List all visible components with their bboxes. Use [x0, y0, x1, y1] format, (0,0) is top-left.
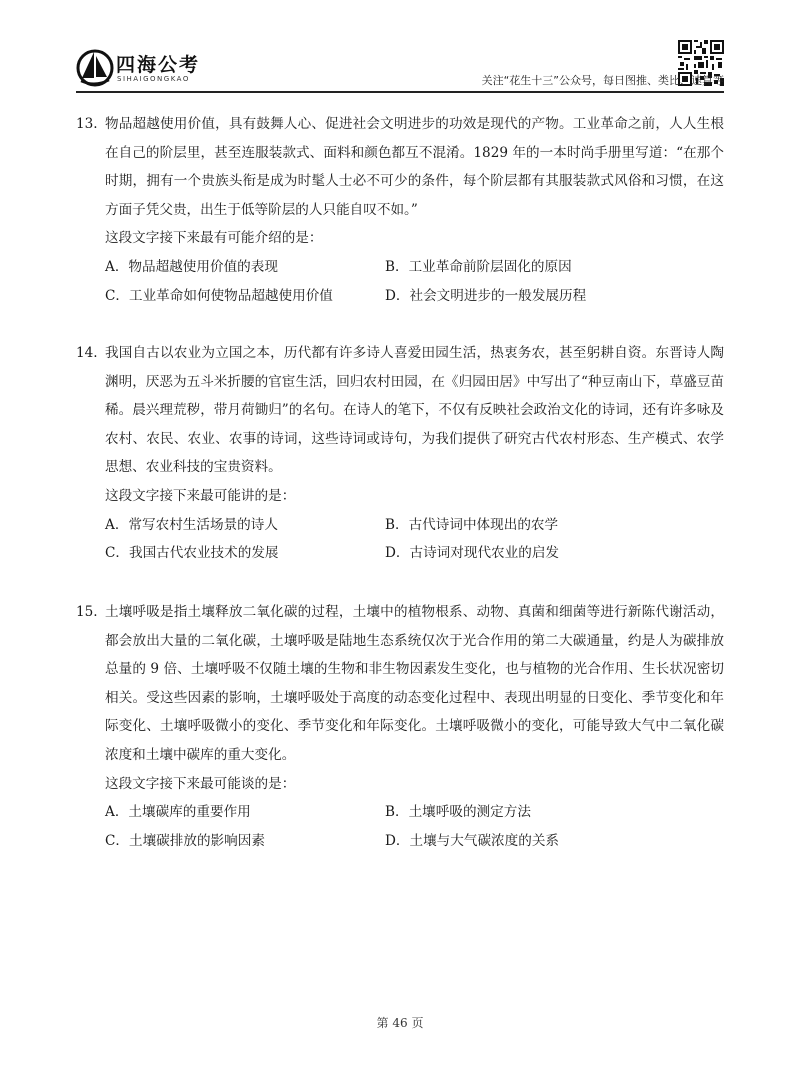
question-stem [76, 110, 724, 224]
option-b[interactable]: B．土壤呼吸的测定方法 [385, 804, 531, 821]
question-stem [76, 339, 724, 482]
question-text: 我国自古以农业为立国之本，历代都有许多诗人喜爱田园生活，热衷务农，甚至躬耕自资。东晋诗人陶渊明，厌恶为五斗米折腰的官宦生活，回归农村田园，在《归园田居》中写出了“种豆南山下，草盛豆苗稀。晨兴理荒秽，带月荷锄归”的名句。在诗人的笔下，不仅有反映社会政治文化的诗词，还有许多咏及农村、农民、农业、农事的诗词，这些诗词或诗句，为我们提供了研究古代农村形态、生产模式、农学思想、农业科技的宝贵资料。 [105, 345, 724, 476]
option-c[interactable]: C．土壤碳排放的影响因素 [105, 832, 265, 849]
answer-options [76, 253, 724, 310]
header-divider [76, 91, 724, 93]
option-d[interactable]: D．社会文明进步的一般发展历程 [385, 287, 587, 304]
option-b[interactable]: B．工业革命前阶层固化的原因 [385, 258, 572, 275]
question-prompt: 这段文字接下来最可能讲的是： [105, 487, 296, 504]
brand-logo [76, 46, 236, 94]
question-15 [76, 598, 724, 855]
question-prompt: 这段文字接下来最可能谈的是： [105, 775, 296, 792]
question-number: 13. [76, 116, 98, 132]
answer-options [76, 798, 724, 855]
question-number: 15. [76, 604, 98, 620]
option-b[interactable]: B．古代诗词中体现出的农学 [385, 516, 559, 533]
brand-name: 四海公考 [116, 54, 201, 76]
question-text: 物品超越使用价值，具有鼓舞人心、促进社会文明进步的功效是现代的产物。工业革命之前，人人生根在自己的阶层里，甚至连服装款式、面料和颜色都互不混淆。1829 年的一本时尚手册里写道：“在那个时期，拥有一个贵族头衔是成为时髦人士必不可少的条件，每个阶层都有其服装款式风俗和习惯，在这方面子凭父贵，出生于低等阶层的人只能自叹不如。” [105, 116, 724, 218]
option-c[interactable]: C．工业革命如何使物品超越使用价值 [105, 287, 333, 304]
question-number: 14. [76, 345, 98, 361]
question-text: 土壤呼吸是指土壤释放二氧化碳的过程，土壤中的植物根系、动物、真菌和细菌等进行新陈代谢活动，都会放出大量的二氧化碳，土壤呼吸是陆地生态系统仅次于光合作用的第二大碳通量，约是人为碳排放总量的 9 倍、土壤呼吸不仅随土壤的生物和非生物因素发生变化，也与植物的光合作用、生长状况密切相关。受这些因素的影响，土壤呼吸处于高度的动态变化过程中、表现出明显的日变化、季节变化和年际变化、土壤呼吸微小的变化、季节变化和年际变化。土壤呼吸微小的变化，可能导致大气中二氧化碳浓度和土壤中碳库的重大变化。 [105, 604, 724, 763]
brand-name-latin: SIHAIGONGKAO [117, 75, 190, 83]
question-14 [76, 339, 724, 568]
option-a[interactable]: A．土壤碳库的重要作用 [105, 804, 251, 821]
header-note: 关注“花生十三”公众号，每日图推、类比、速算等 [481, 74, 724, 87]
option-a[interactable]: A．常写农村生活场景的诗人 [105, 516, 278, 533]
page-header [0, 0, 800, 100]
page-number: 第 46 页 [376, 1016, 424, 1030]
sailboat-logo-icon [76, 46, 114, 90]
question-13 [76, 110, 724, 310]
answer-options [76, 511, 724, 568]
question-prompt: 这段文字接下来最有可能介绍的是： [105, 230, 323, 247]
option-d[interactable]: D．土壤与大气碳浓度的关系 [385, 832, 560, 849]
question-stem [76, 598, 724, 770]
option-d[interactable]: D．古诗词对现代农业的启发 [385, 545, 560, 562]
option-c[interactable]: C．我国古代农业技术的发展 [105, 545, 279, 562]
option-a[interactable]: A．物品超越使用价值的表现 [105, 258, 278, 275]
